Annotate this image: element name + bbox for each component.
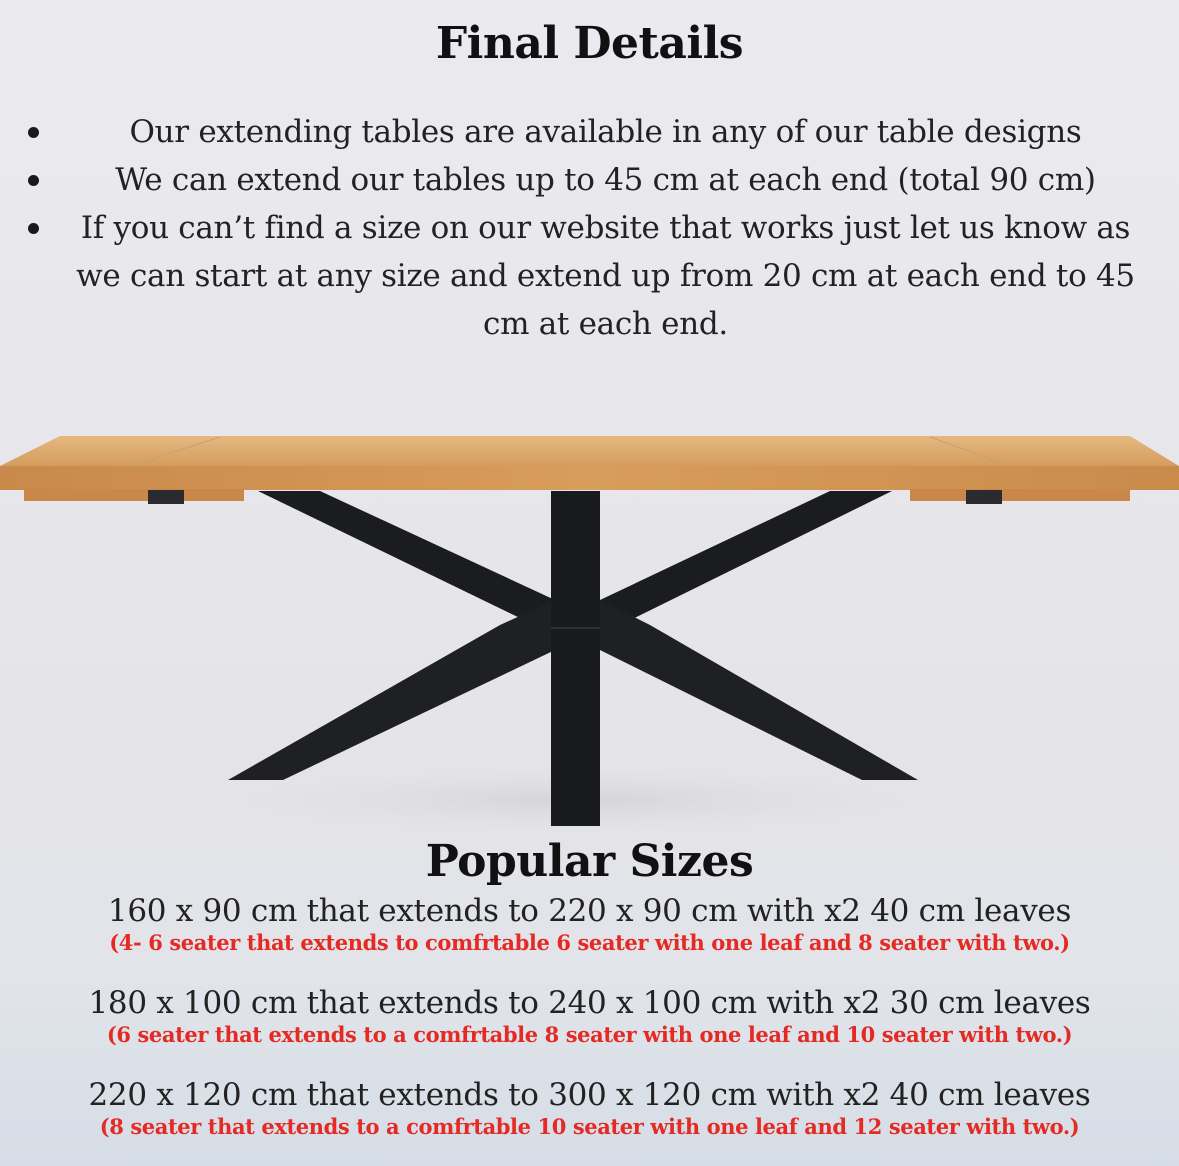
size-seating-note: (4- 6 seater that extends to comfrtable 6 seater with one leaf and 8 seater with two.) (109, 930, 1070, 955)
bullet-dot (28, 127, 39, 138)
center-post (551, 491, 600, 826)
detail-text: Our extending tables are available in any of our table designs (129, 114, 1082, 150)
size-spec: 180 x 100 cm that extends to 240 x 100 cm with x2 30 cm leaves (88, 985, 1091, 1021)
right-leaf-apron (910, 489, 1130, 501)
bullet-dot (28, 223, 39, 234)
detail-bullet-1 (0, 108, 1179, 156)
size-spec: 220 x 120 cm that extends to 300 x 120 cm with x2 40 cm leaves (88, 1077, 1091, 1113)
final-details-title: Final Details (435, 18, 744, 69)
size-spec: 160 x 90 cm that extends to 220 x 90 cm with x2 40 cm leaves (107, 893, 1072, 929)
detail-text: We can extend our tables up to 45 cm at each end (total 90 cm) (115, 162, 1096, 198)
size-option-3 (0, 1077, 1179, 1141)
leg-front-right (600, 600, 918, 780)
detail-text: If you can’t find a size on our website that works just let us know as we can start at any size and extend up from 20 cm at each end to 45 cm at each end. (76, 210, 1135, 342)
extending-table-image (0, 420, 1179, 850)
size-option-1 (0, 893, 1179, 957)
detail-bullet-3 (0, 204, 1179, 348)
leg-front-left (228, 600, 555, 780)
leg-back-left (258, 491, 555, 635)
details-list (0, 108, 1179, 348)
size-option-2 (0, 985, 1179, 1049)
detail-bullet-2 (0, 156, 1179, 204)
popular-sizes-title: Popular Sizes (425, 836, 754, 887)
table-top-edge (0, 466, 1179, 490)
leg-back-right (600, 491, 892, 635)
right-bracket (966, 490, 1002, 504)
bullet-dot (28, 175, 39, 186)
left-bracket (148, 490, 184, 504)
size-seating-note: (8 seater that extends to a comfrtable 10 seater with one leaf and 12 seater with two.) (99, 1114, 1080, 1139)
left-leaf-apron (24, 489, 244, 501)
size-seating-note: (6 seater that extends to a comfrtable 8 seater with one leaf and 10 seater with two.) (106, 1022, 1073, 1047)
